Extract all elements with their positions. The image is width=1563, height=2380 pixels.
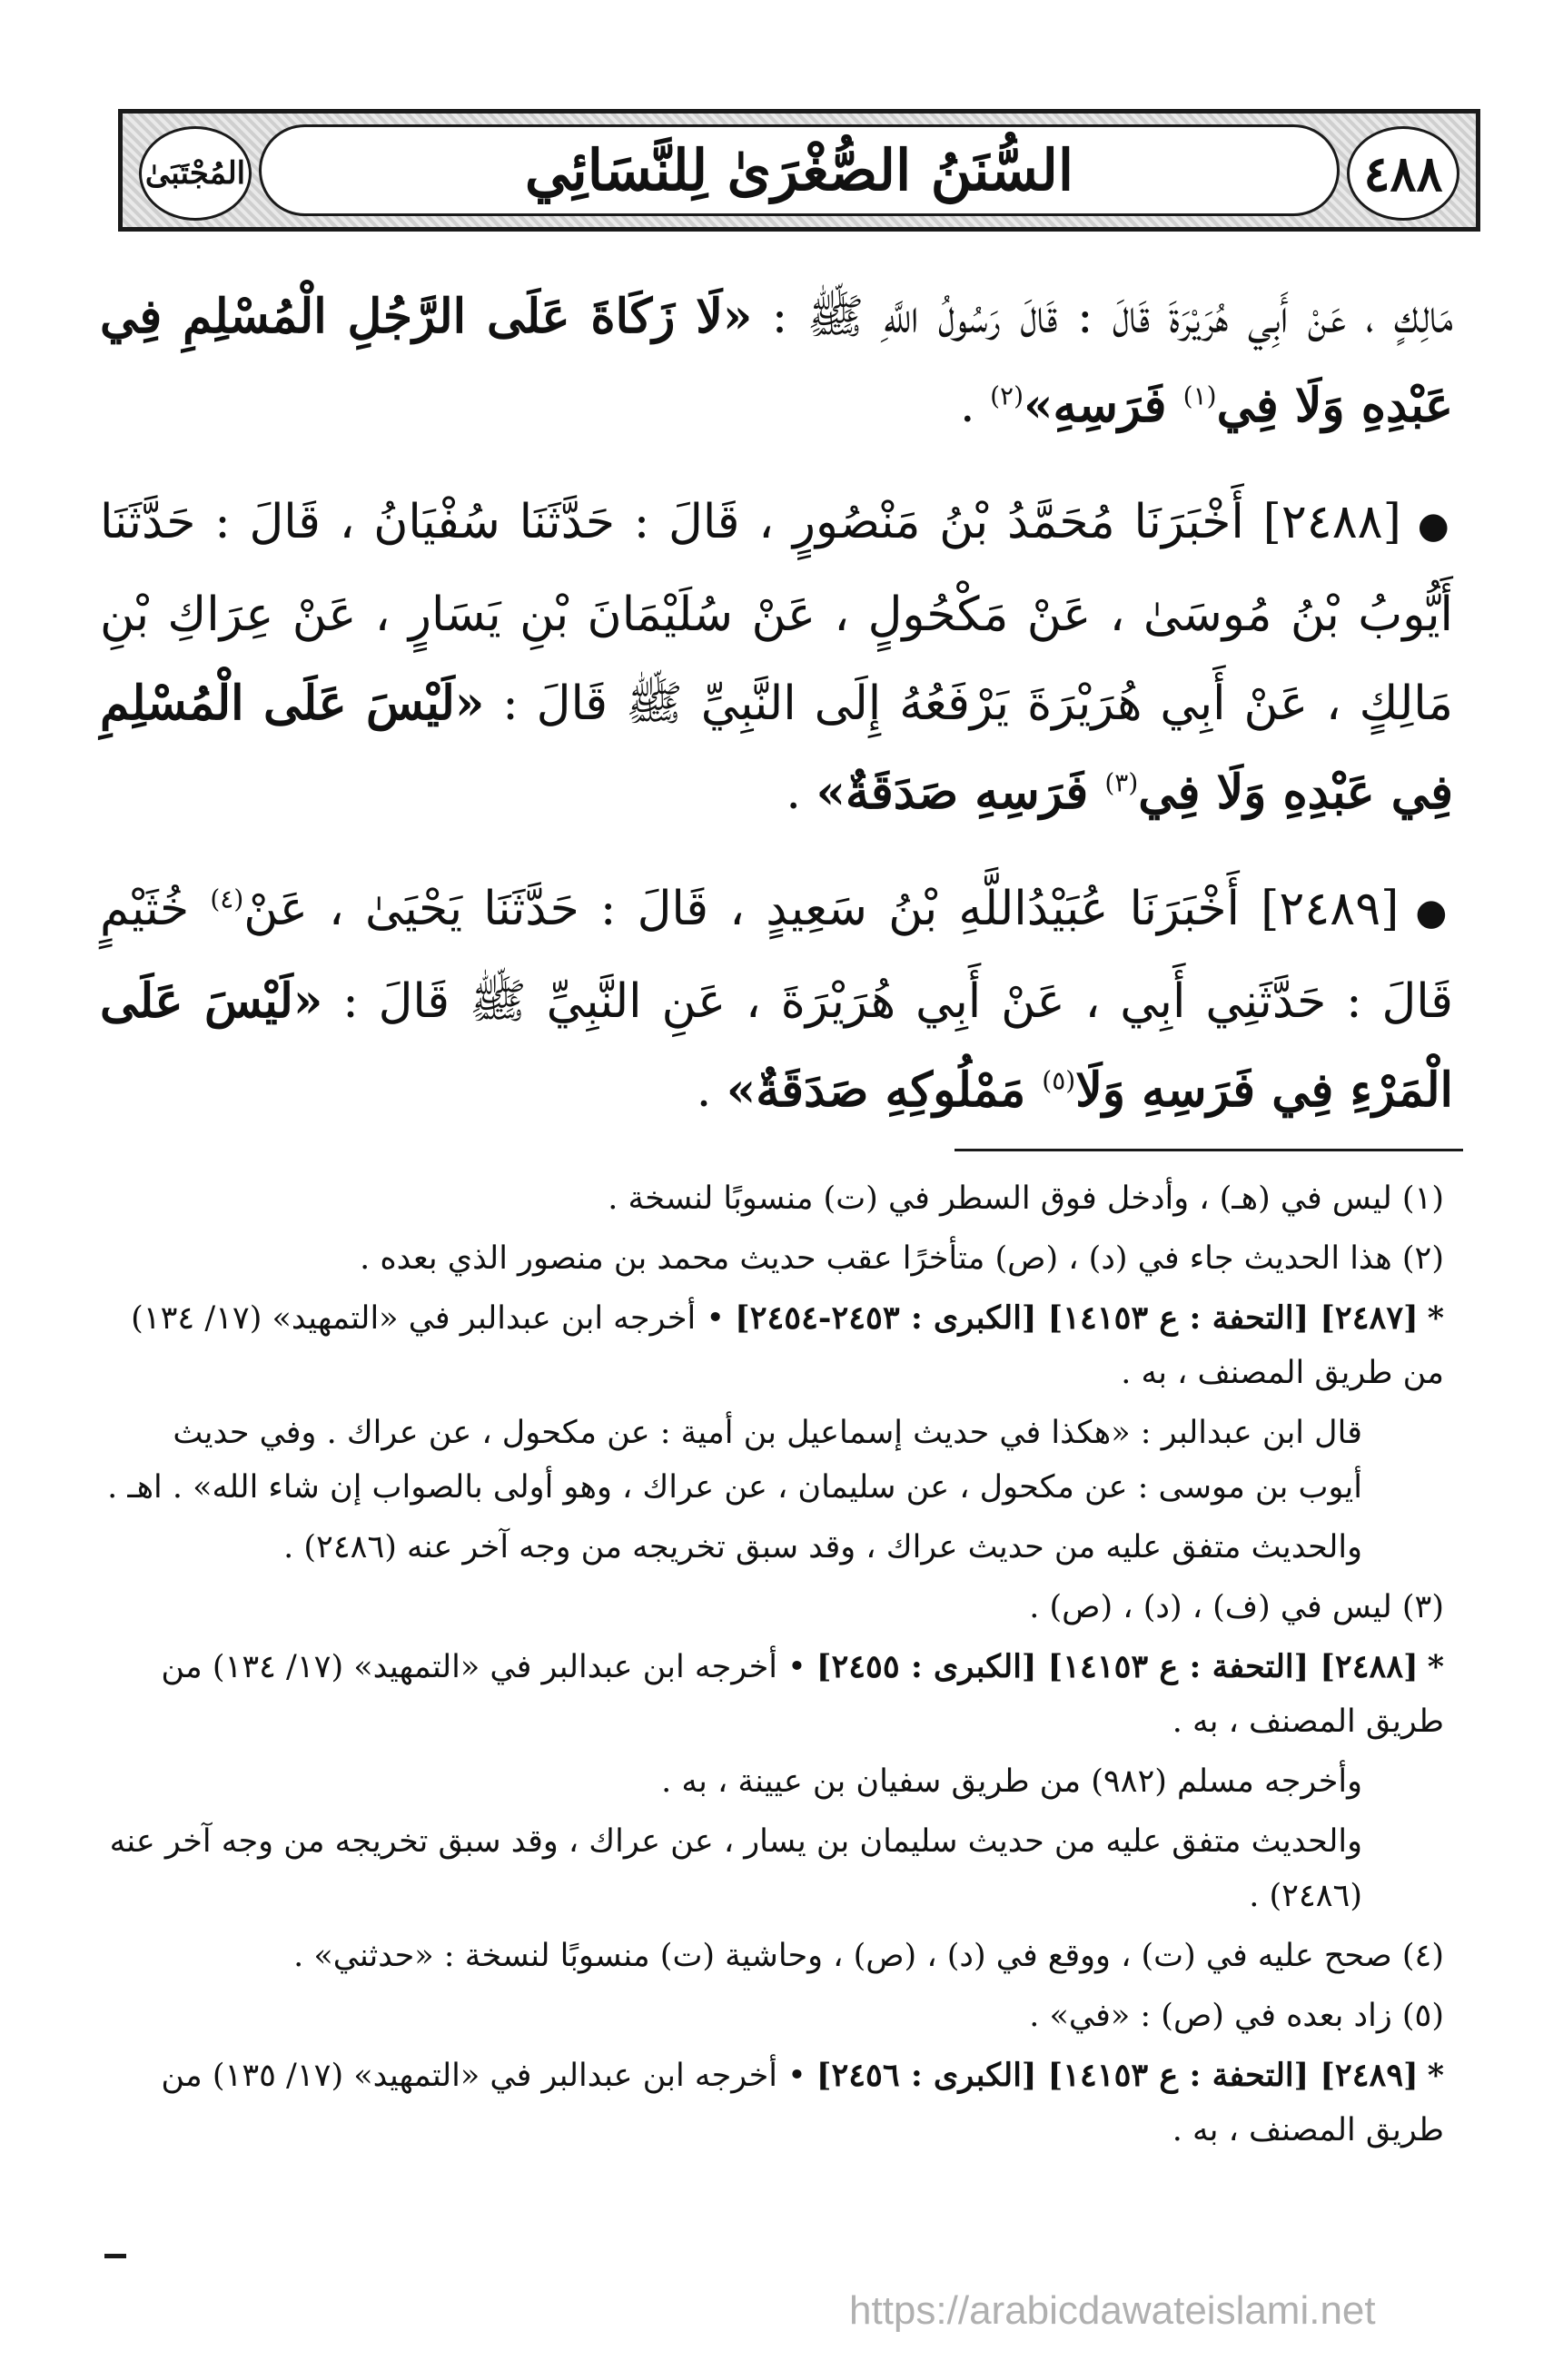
hadith-number: [٢٤٨٨] bbox=[1262, 495, 1401, 549]
book-title: السُّنَنُ الصُّغْرَىٰ لِلنَّسَائِي bbox=[524, 137, 1074, 203]
book-emblem: المُجْتَبَىٰ bbox=[144, 155, 246, 192]
header-title-frame bbox=[259, 124, 1340, 216]
footnote-3: (٣) ليس في (ف) ، (د) ، (ص) . bbox=[1029, 1589, 1444, 1625]
main-text bbox=[100, 272, 1453, 1162]
takhrij-2487-comment: قال ابن عبدالبر : «هكذا في حديث إسماعيل بن أمية : عن مكحول ، عن عراك . وفي حديث أيوب بن موسى : عن مكحول ، عن سليمان ، عن عراك ، وهو أولى بالصواب إن شاء الله» . اهـ . bbox=[107, 1415, 1362, 1506]
footnote-ref: (٤) bbox=[210, 884, 244, 914]
star-icon: * bbox=[1427, 1299, 1444, 1337]
footnote-1: (١) ليس في (هـ) ، وأدخل فوق السطر في (ت) منسوبًا لنسخة . bbox=[608, 1180, 1444, 1217]
footnote-ref: (٣) bbox=[1104, 767, 1139, 798]
page-header bbox=[118, 109, 1480, 232]
watermark-url: https://arabicdawateislami.net bbox=[849, 2288, 1376, 2333]
hadith-2489: ●[٢٤٨٩] أَخْبَرَنَا عُبَيْدُاللَّهِ بْنُ سَعِيدٍ ، قَالَ : حَدَّثَنَا يَحْيَىٰ ، عَنْ$^{(٤)}$ خُثَيْمٍ قَالَ : حَدَّثَنِي أَبِي ، عَنْ أَبِي هُرَيْرَةَ ، عَنِ النَّبِيِّ ﷺ قَالَ : «لَيْسَ عَلَى الْمَرْءِ فِي فَرَسِهِ وَلَا$^{(٥)}$ مَمْلُوكِهِ صَدَقَةٌ» . bbox=[100, 882, 1453, 1118]
takhrij-2488-note: والحديث متفق عليه من حديث سليمان بن يسار ، عن عراك ، وقد سبق تخريجه من وجه آخر عنه (٢٤٨٦) . bbox=[109, 1823, 1362, 1914]
footnotes bbox=[100, 1171, 1444, 2163]
bullet-icon: ● bbox=[1417, 505, 1453, 547]
footnote-4: (٤) صحح عليه في (ت) ، ووقع في (د) ، (ص) ، وحاشية (ت) منسوبًا لنسخة : «حدثني» . bbox=[293, 1938, 1444, 1974]
footnote-ref: (١) bbox=[1182, 380, 1217, 411]
emblem-medallion bbox=[139, 126, 252, 221]
footnote-5: (٥) زاد بعده في (ص) : «في» . bbox=[1029, 1998, 1444, 2034]
bullet-icon: ● bbox=[1415, 892, 1453, 933]
footnote-ref: (٢) bbox=[990, 380, 1024, 411]
hadith-number: [٢٤٨٩] bbox=[1261, 882, 1400, 936]
takhrij-2487: *[٢٤٨٧] [التحفة : ع ١٤١٥٣] [الكبرى : ٢٤٥٣-٢٤٥٤] • أخرجه ابن عبدالبر في «التمهيد» (١٧/ ١٣٤) من طريق المصنف ، به . bbox=[131, 1299, 1444, 1391]
takhrij-2488: *[٢٤٨٨] [التحفة : ع ١٤١٥٣] [الكبرى : ٢٤٥٥] • أخرجه ابن عبدالبر في «التمهيد» (١٧/ ١٣٤) من طريق المصنف ، به . bbox=[161, 1648, 1444, 1740]
takhrij-2488-muslim: وأخرجه مسلم (٩٨٢) من طريق سفيان بن عيينة ، به . bbox=[661, 1763, 1362, 1800]
footnote-divider bbox=[955, 1149, 1463, 1151]
takhrij-2489: *[٢٤٨٩] [التحفة : ع ١٤١٥٣] [الكبرى : ٢٤٥٦] • أخرجه ابن عبدالبر في «التمهيد» (١٧/ ١٣٥) من طريق المصنف ، به . bbox=[161, 2057, 1444, 2148]
page-number-medallion bbox=[1347, 126, 1459, 221]
hadith-2487-end: مَالِكٍ ، عَنْ أَبِي هُرَيْرَةَ قَالَ : قَالَ رَسُولُ اللَّهِ ﷺ : «لَا زَكَاةَ عَلَى الرَّجُلِ الْمُسْلِمِ فِي عَبْدِهِ وَلَا فِي$^{(١)}$ فَرَسِهِ»$^{(٢)}$ . bbox=[100, 289, 1453, 433]
footnote-2: (٢) هذا الحديث جاء في (د) ، (ص) متأخرًا عقب حديث محمد بن منصور الذي بعده . bbox=[360, 1240, 1444, 1277]
hadith-2488: ●[٢٤٨٨] أَخْبَرَنَا مُحَمَّدُ بْنُ مَنْصُورٍ ، قَالَ : حَدَّثَنَا سُفْيَانُ ، قَالَ : حَدَّثَنَا أَيُّوبُ بْنُ مُوسَىٰ ، عَنْ مَكْحُولٍ ، عَنْ سُلَيْمَانَ بْنِ يَسَارٍ ، عَنْ عِرَاكِ بْنِ مَالِكٍ ، عَنْ أَبِي هُرَيْرَةَ يَرْفَعُهُ إِلَى النَّبِيِّ ﷺ قَالَ : «لَيْسَ عَلَى الْمُسْلِمِ فِي عَبْدِهِ وَلَا فِي$^{(٣)}$ فَرَسِهِ صَدَقَةٌ» . bbox=[100, 495, 1454, 820]
page-number: ٤٨٨ bbox=[1363, 144, 1443, 202]
star-icon: * bbox=[1427, 2057, 1444, 2094]
footnote-ref: (٥) bbox=[1042, 1065, 1076, 1096]
star-icon: * bbox=[1427, 1648, 1444, 1685]
margin-dash bbox=[104, 2254, 126, 2258]
takhrij-2487-note: والحديث متفق عليه من حديث عراك ، وقد سبق تخريجه من وجه آخر عنه (٢٤٨٦) . bbox=[283, 1529, 1362, 1565]
